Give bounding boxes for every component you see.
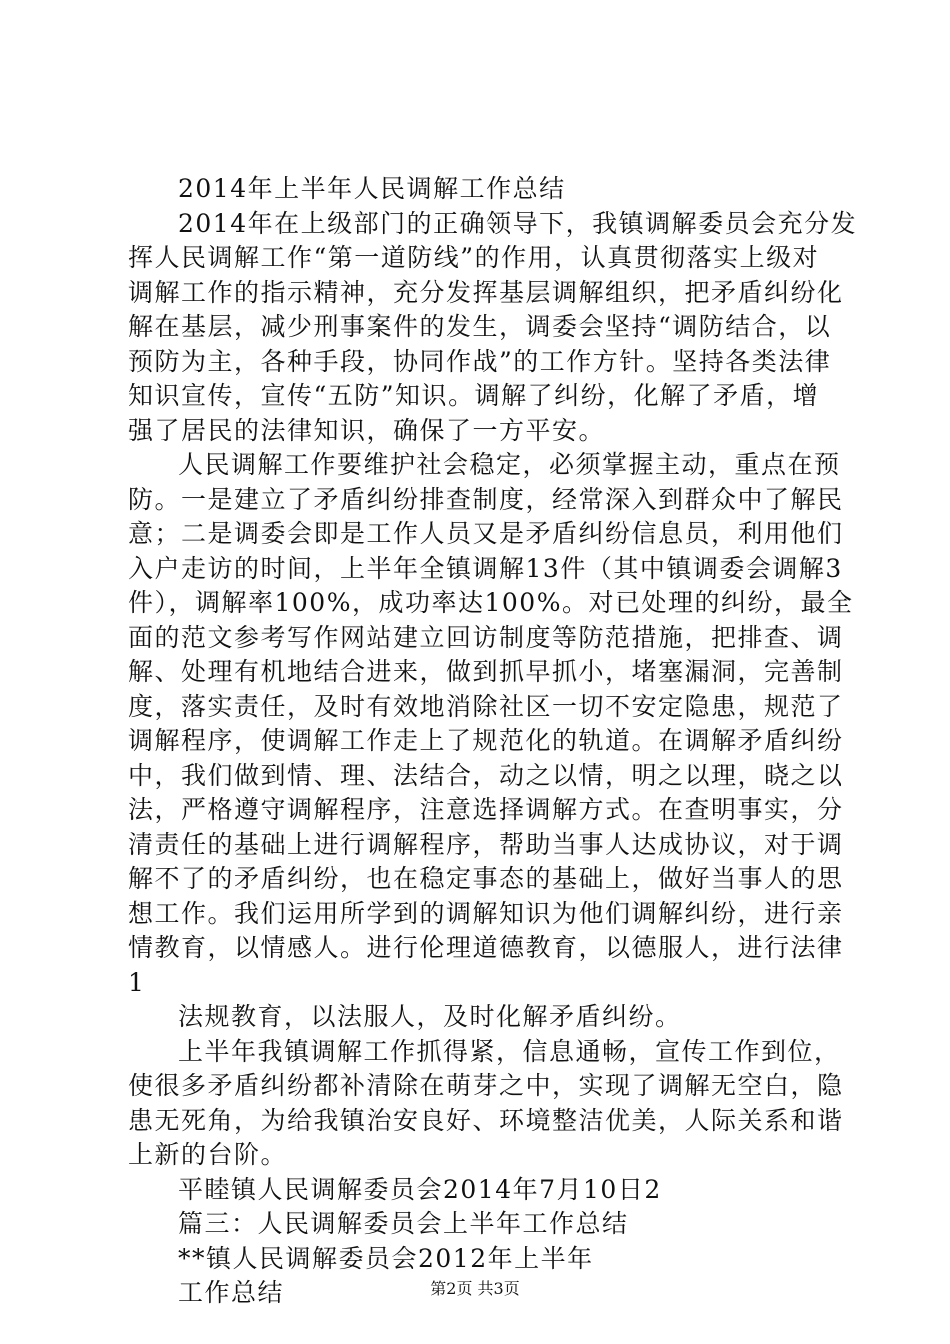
text-line: 患无死角，为给我镇治安良好、环境整洁优美，人际关系和谐 <box>128 1105 844 1135</box>
text-line: 2014年在上级部门的正确领导下，我镇调解委员会充分发 <box>178 208 858 238</box>
text-line: 调解工作的指示精神，充分发挥基层调解组织，把矛盾纠纷化 <box>128 277 844 307</box>
text-line: 挥人民调解工作“第一道防线”的作用，认真贯彻落实上级对 <box>128 243 820 272</box>
text-line: 解在基层，减少刑事案件的发生，调委会坚持“调防结合，以 <box>128 312 832 341</box>
document-body <box>128 172 858 1311</box>
text-line: 解、处理有机地结合进来，做到抓早抓小，堵塞漏洞，完善制 <box>128 657 844 686</box>
text-line: **镇人民调解委员会2012年上半年 <box>178 1243 594 1273</box>
text-line: 防。一是建立了矛盾纠纷排查制度，经常深入到群众中了解民 <box>128 484 844 514</box>
text-line: 解不了的矛盾纠纷，也在稳定事态的基础上，做好当事人的思 <box>128 864 844 893</box>
text-line: 使很多矛盾纠纷都补清除在萌芽之中，实现了调解无空白，隐 <box>128 1071 844 1100</box>
text-line: 上半年我镇调解工作抓得紧，信息通畅，宣传工作到位， <box>178 1036 841 1066</box>
text-line: 想工作。我们运用所学到的调解知识为他们调解纠纷，进行亲 <box>128 898 844 928</box>
text-line: 上新的台阶。 <box>128 1140 288 1169</box>
page-footer: 第2页 共3页 <box>430 1279 520 1298</box>
text-line: 情教育，以情感人。进行伦理道德教育，以德服人，进行法律 <box>128 933 844 962</box>
text-line: 篇三：人民调解委员会上半年工作总结 <box>178 1209 629 1238</box>
text-line: 强了居民的法律知识，确保了一方平安。 <box>128 415 606 445</box>
text-line: 意；二是调委会即是工作人员又是矛盾纠纷信息员，利用他们 <box>128 519 844 548</box>
text-line: 法规教育，以法服人，及时化解矛盾纠纷。 <box>178 1002 682 1031</box>
text-line: 平睦镇人民调解委员会2014年7月10日2 <box>178 1174 662 1204</box>
text-line: 人民调解工作要维护社会稳定，必须掌握主动，重点在预 <box>178 450 841 479</box>
text-line: 清责任的基础上进行调解程序，帮助当事人达成协议，对于调 <box>128 829 844 859</box>
text-line: 件），调解率100%，成功率达100%。对已处理的纠纷，最全 <box>128 588 854 617</box>
text-line: 2014年上半年人民调解工作总结 <box>178 174 566 203</box>
text-line: 面的范文参考写作网站建立回访制度等防范措施，把排查、调 <box>128 622 844 652</box>
text-line: 预防为主，各种手段，协同作战”的工作方针。坚持各类法律 <box>128 346 832 376</box>
text-line: 调解程序，使调解工作走上了规范化的轨道。在调解矛盾纠纷 <box>128 726 844 755</box>
text-line: 工作总结 <box>178 1278 285 1307</box>
text-line: 中，我们做到情、理、法结合，动之以情，明之以理，晓之以 <box>128 760 844 790</box>
text-line: 度，落实责任，及时有效地消除社区一切不安定隐患，规范了 <box>128 691 844 721</box>
text-line: 法，严格遵守调解程序，注意选择调解方式。在查明事实，分 <box>128 795 844 824</box>
text-line: 入户走访的时间，上半年全镇调解13件（其中镇调委会调解3 <box>128 553 843 583</box>
text-line: 1 <box>128 967 146 997</box>
text-line: 知识宣传，宣传“五防”知识。调解了纠纷，化解了矛盾，增 <box>128 381 820 410</box>
